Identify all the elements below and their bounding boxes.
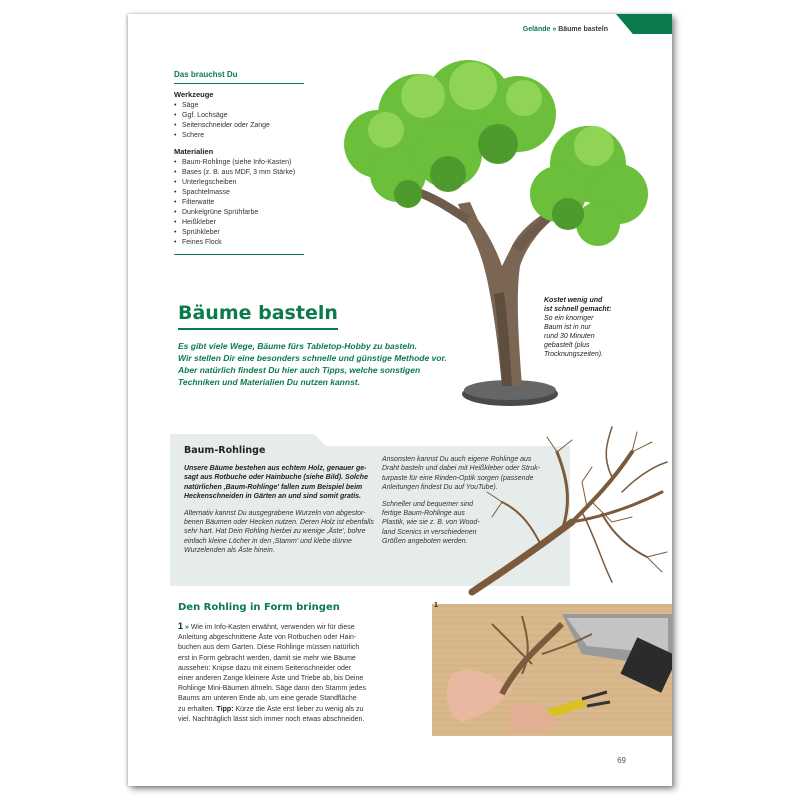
- corner-tab: [616, 14, 672, 34]
- text-line: erst in Form gebracht werden, damit sie mehr wie Bäume: [178, 654, 356, 662]
- list-item: • Heißkleber: [174, 218, 304, 228]
- magazine-page: [128, 14, 672, 786]
- text-line: Plastik, wie sie z. B. von Wood-: [382, 519, 480, 527]
- breadcrumb: [523, 26, 608, 33]
- section-title: Den Rohling in Form bringen: [178, 602, 340, 613]
- list-item: • Filterwatte: [174, 198, 304, 208]
- text-line: Anleitung abgeschnittene Äste von Rotbuchen oder Hain-: [178, 634, 357, 642]
- text-line: benen Bäumen oder Hecken nutzen. Deren Holz ist ebenfalls: [184, 519, 374, 527]
- text-line: sehr hart. Hat Dein Rohling hierbei zu wenige ‚Äste', bohre: [184, 528, 366, 536]
- text-line: Wie im Info-Kasten erwähnt, verwenden wir für diese: [190, 624, 355, 631]
- step-number: 1: [178, 621, 184, 631]
- text-line: viel. Nachträglich lässt sich immer noch etwas abschneiden.: [178, 715, 365, 723]
- list-item: • Spachtelmasse: [174, 188, 304, 198]
- list-item: • Sprühkleber: [174, 228, 304, 238]
- breadcrumb-separator: »: [552, 26, 557, 33]
- text-line: Baums am unteren Ende ab, um eine gerade Standfläche: [178, 695, 357, 703]
- text-line: Alternativ kannst Du ausgegrabene Wurzeln von abgestor-: [184, 509, 366, 517]
- text-line: Schneller und bequemer sind: [382, 500, 474, 508]
- caption-line: So ein knorriger: [544, 315, 594, 322]
- list-item: • Säge: [174, 101, 304, 111]
- text-line: Anleitungen findest Du auf YouTube).: [382, 484, 498, 492]
- caption-line: Trocknungszeiten).: [544, 351, 604, 358]
- list-item: • Baum-Rohlinge (siehe Info-Kasten): [174, 158, 304, 168]
- text-line: turpaste für eine Rinden-Optik sorgen (passende: [382, 474, 534, 482]
- text-line: Ansonsten kannst Du auch eigene Rohlinge aus: [382, 456, 532, 463]
- text-line: sagt aus Rotbuche oder Hainbuche (siehe Bild). Solche: [184, 474, 368, 482]
- text-line: Größen angeboten werden.: [382, 538, 468, 546]
- text-line: einer anderen Zange kleinere Äste und Triebe ab, bis Deine: [178, 675, 364, 683]
- list-item: • Seitenschneider oder Zange: [174, 121, 304, 131]
- intro-line: Techniken und Materialien Du nutzen kannst.: [178, 377, 360, 387]
- intro-line: Aber natürlich findest Du hier auch Tipps, welche sonstigen: [178, 365, 421, 375]
- intro-line: Es gibt viele Wege, Bäume fürs Tabletop-Hobby zu basteln.: [178, 341, 417, 351]
- info-box-title: Baum-Rohlinge: [184, 445, 266, 456]
- text-line: zu erhalten.: [178, 705, 215, 713]
- text-line: Rohlinge Mini-Bäumen ähneln. Säge dann den Stamm jedes: [178, 685, 366, 693]
- materials-list: [174, 158, 304, 248]
- text-line: einfach kleine Löcher in den ‚Stamm' und klebe dünne: [184, 537, 352, 545]
- list-item: • Dunkelgrüne Sprühfarbe: [174, 208, 304, 218]
- step-photo: [432, 604, 672, 736]
- list-item: • Feines Flock: [174, 238, 304, 248]
- text-line: natürlichen ‚Baum-Rohlinge' fallen zum Beispiel beim: [184, 483, 363, 491]
- page-title: Bäume basteln: [178, 302, 338, 330]
- tip-label: Tipp:: [216, 705, 234, 713]
- step-arrow: »: [184, 624, 189, 631]
- text-line: aussehen: Knipse dazu mit einem Seitenschneider oder: [178, 664, 352, 672]
- photo-caption: [544, 296, 644, 359]
- breadcrumb-section: Gelände: [522, 26, 551, 33]
- text-line: Heckenschneiden in Gärten an und sind somit gratis.: [184, 493, 361, 501]
- text-line: buchen aus dem Garten. Diese Rohlinge müssen natürlich: [178, 644, 360, 652]
- text-line: Wurzelenden als Äste hinein.: [184, 547, 275, 555]
- caption-line: Kostet wenig und: [544, 297, 603, 304]
- branch-illustration: [462, 422, 672, 600]
- caption-line: gebastelt (plus: [544, 342, 590, 349]
- tools-list: [174, 101, 304, 141]
- list-item: • Ggf. Lochsäge: [174, 111, 304, 121]
- text-line: Unsere Bäume bestehen aus echtem Holz, genauer ge-: [184, 465, 367, 472]
- intro-text: [178, 340, 478, 388]
- page-number: 69: [617, 756, 626, 765]
- text-line: fertige Baum-Rohlinge aus: [382, 510, 465, 518]
- intro-line: Wir stellen Dir eine besonders schnelle und günstige Methode vor.: [178, 353, 447, 363]
- photo-number: 1: [434, 602, 438, 609]
- materials-box-title: Das brauchst Du: [174, 70, 304, 84]
- info-paragraph: [184, 464, 384, 502]
- list-item: • Bases (z. B. aus MDF, 3 mm Stärke): [174, 168, 304, 178]
- text-line: Kürze die Äste erst lieber zu wenig als zu: [235, 705, 364, 713]
- info-paragraph: [184, 509, 384, 556]
- text-line: Draht basteln und dabei mit Heißkleber oder Struk-: [382, 465, 540, 473]
- info-column-left: [184, 464, 384, 563]
- breadcrumb-current: Bäume basteln: [558, 26, 608, 33]
- list-item: • Unterlegscheiben: [174, 178, 304, 188]
- caption-line: rund 30 Minuten: [544, 333, 595, 340]
- caption-line: ist schnell gemacht:: [544, 306, 612, 313]
- text-line: land Scenics in verschiedenen: [382, 528, 477, 536]
- materials-heading: Materialien: [174, 147, 214, 156]
- section-text: [178, 621, 378, 725]
- tools-heading: Werkzeuge: [174, 90, 214, 99]
- materials-box: [174, 70, 304, 261]
- caption-line: Baum ist in nur: [544, 324, 591, 331]
- list-item: • Schere: [174, 131, 304, 141]
- divider: [174, 254, 304, 255]
